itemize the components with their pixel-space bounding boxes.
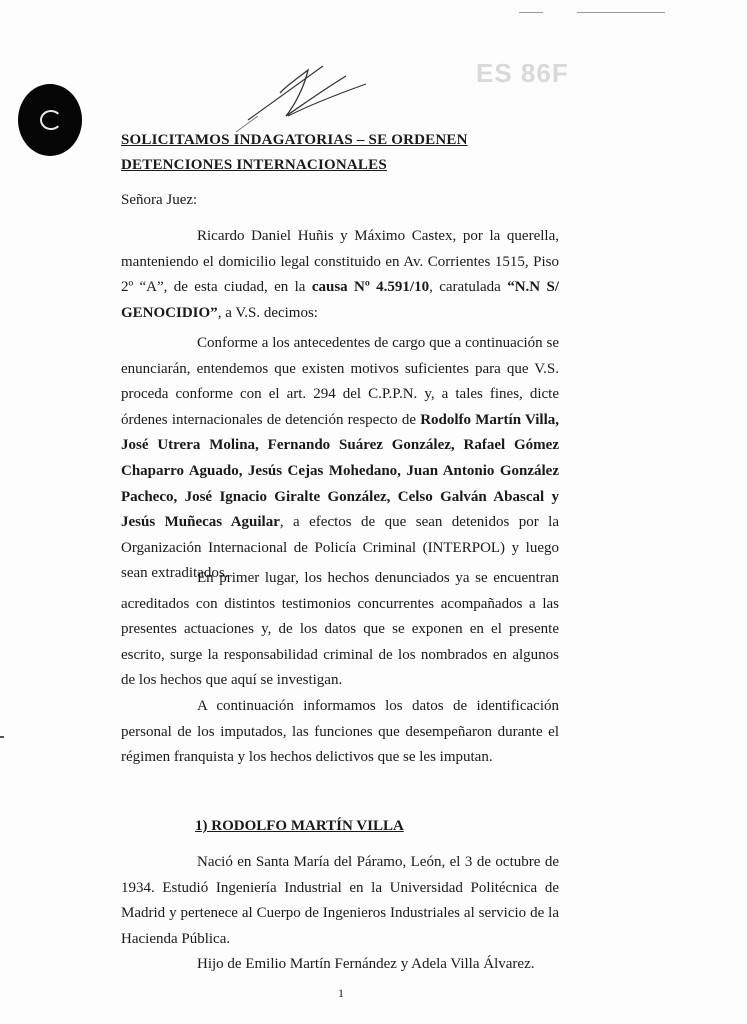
faded-stamp: ES 86F: [476, 58, 569, 88]
margin-mark: [0, 736, 4, 738]
punch-hole: [18, 84, 82, 156]
text-run: Ricardo Daniel Huñis y Máximo Castex, por la querella, manteniendo el domicilio legal constituido en Av. Corrientes 1515, Piso 2º “A”, de esta ciudad, en la: [121, 228, 559, 296]
scan-artifact-line: [577, 12, 665, 13]
case-number: causa Nº 4.591/10: [311, 279, 430, 296]
text-run: Conforme a los antecedentes de cargo que a continuación se enunciarán, entendemos que existen motivos suficientes para que V.S. proceda conforme con el art. 294 del C.P.P.N. y, a tales fines, dicte órdenes internacionales de detención respecto de: [121, 335, 559, 428]
accused-names: Rodolfo Martín Villa, José Utrera Molina, Fernando Suárez González, Rafael Gómez Chaparro Aguado, Jesús Cejas Mohedano, Juan Antonio González Pacheco, José Ignacio Giralte González, Celso Galván Abascal y Jesús Muñecas Aguilar: [121, 411, 559, 531]
paragraph-parents: Hijo de Emilio Martín Fernández y Adela Villa Álvarez.: [197, 956, 535, 972]
paragraph-facts: En primer lugar, los hechos denunciados ya se encuentran acreditados con distintos testimonios concurrentes acompañados a las presentes actuaciones y, de los datos que se exponen en el presente escrito, surge la responsabilidad criminal de los nombrados en algunos de los hechos que aquí se investigan.: [121, 570, 559, 689]
text-run: , a efectos de que sean detenidos por la Organización Internacional de Policía Criminal (INTERPOL) y luego sean extraditados.: [121, 514, 559, 582]
document-heading: SOLICITAMOS INDAGATORIAS – SE ORDENEN DETENCIONES INTERNACIONALES: [121, 132, 468, 173]
paragraph-biography: Nació en Santa María del Páramo, León, el 3 de octubre de 1934. Estudió Ingeniería Industrial en la Universidad Politécnica de Madrid y pertenece al Cuerpo de Ingenieros Industriales al servicio de la Hacienda Pública.: [121, 854, 559, 947]
paragraph-identification: A continuación informamos los datos de identificación personal de los imputados, las funciones que desempeñaron durante el régimen franquista y los hechos delictivos que se les imputan.: [121, 698, 559, 766]
punch-hole-ring: [40, 110, 62, 130]
text-run: , a V.S. decimos:: [217, 304, 318, 321]
scan-artifact-line: [519, 12, 543, 13]
page-number: 1: [338, 986, 344, 1000]
case-title: “N.N S/ GENOCIDIO”: [121, 279, 559, 321]
paragraph-intro: [121, 224, 559, 326]
section-title: 1) RODOLFO MARTÍN VILLA: [195, 818, 404, 834]
paragraph-request: [121, 331, 559, 587]
salutation: Señora Juez:: [121, 192, 198, 208]
text-run: , caratulada: [429, 279, 508, 296]
